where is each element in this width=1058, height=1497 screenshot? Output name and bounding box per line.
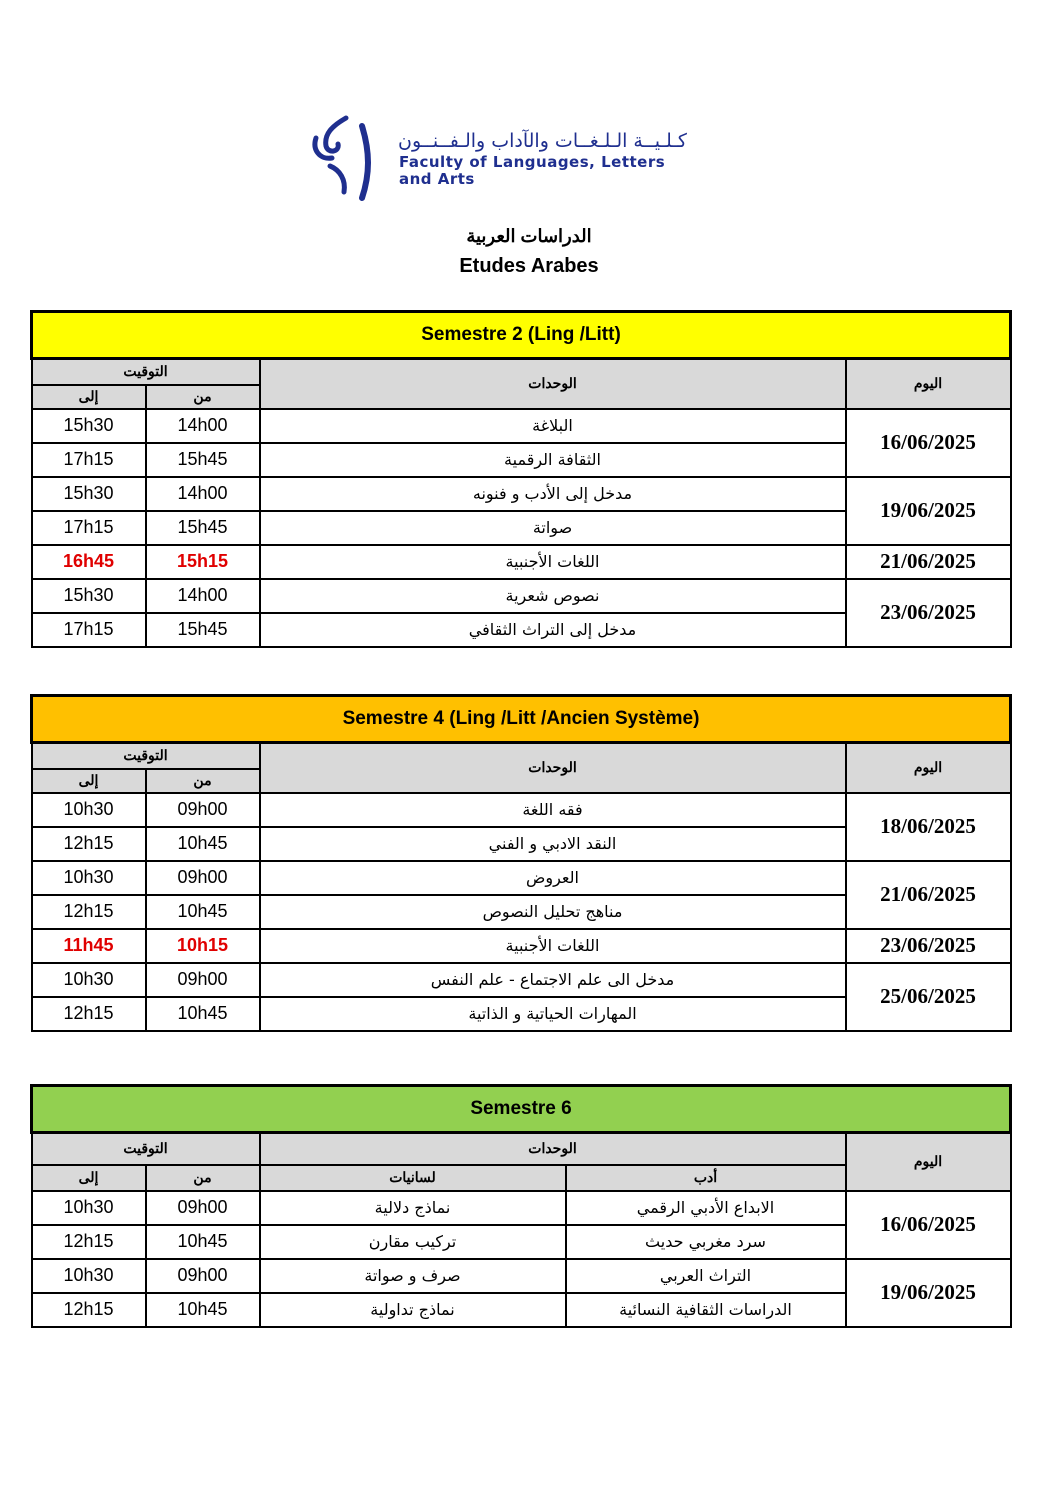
units-header: الوحدات xyxy=(260,359,846,409)
semester-4-table xyxy=(30,694,1012,1032)
literature-unit: التراث العربي xyxy=(566,1259,846,1293)
faculty-logo xyxy=(310,112,760,202)
end-time: 17h15 xyxy=(32,511,146,545)
linguistics-header: لسانيات xyxy=(260,1165,566,1191)
logo-english-name-line2: and Arts xyxy=(399,170,475,188)
to-header: إلى xyxy=(32,1165,146,1191)
faculty-logo-icon xyxy=(310,112,380,202)
end-time: 12h15 xyxy=(32,1293,146,1327)
end-time: 10h30 xyxy=(32,793,146,827)
end-time: 12h15 xyxy=(32,895,146,929)
units-header: الوحدات xyxy=(260,1133,846,1165)
page-title-arabic: الدراسات العربية xyxy=(466,226,592,246)
start-time: 09h00 xyxy=(146,793,260,827)
page-title-french: Etudes Arabes xyxy=(459,255,599,277)
course-unit: العروض xyxy=(260,861,846,895)
course-unit: الثقافة الرقمية xyxy=(260,443,846,477)
course-unit: المهارات الحياتية و الذاتية xyxy=(260,997,846,1031)
end-time: 16h45 xyxy=(32,545,146,579)
semester-2-table xyxy=(30,310,1012,648)
course-unit: مدخل الى علم الاجتماع - علم النفس xyxy=(260,963,846,997)
start-time: 09h00 xyxy=(146,1259,260,1293)
exam-date: 23/06/2025 xyxy=(846,579,1011,647)
course-unit: اللغات الأجنبية xyxy=(260,545,846,579)
semester-2-title: Semestre 2 (Ling /Litt) xyxy=(32,312,1011,359)
table-row xyxy=(32,409,1011,443)
table-row xyxy=(32,1259,1011,1293)
logo-english-name-line1: Faculty of Languages, Letters xyxy=(399,153,666,171)
end-time: 12h15 xyxy=(32,827,146,861)
literature-unit: الدراسات الثقافية النسائية xyxy=(566,1293,846,1327)
course-unit: اللغات الأجنبية xyxy=(260,929,846,963)
exam-date: 16/06/2025 xyxy=(846,409,1011,477)
exam-date: 21/06/2025 xyxy=(846,545,1011,579)
end-time: 17h15 xyxy=(32,443,146,477)
to-header: إلى xyxy=(32,385,146,409)
start-time: 10h45 xyxy=(146,997,260,1031)
day-header: اليوم xyxy=(846,359,1011,409)
course-unit: نصوص شعرية xyxy=(260,579,846,613)
linguistics-unit: تركيب مقارن xyxy=(260,1225,566,1259)
table-row xyxy=(32,793,1011,827)
start-time: 14h00 xyxy=(146,579,260,613)
course-unit: مدخل إلى الأدب و فنونه xyxy=(260,477,846,511)
table-row xyxy=(32,861,1011,895)
start-time: 14h00 xyxy=(146,409,260,443)
start-time: 15h45 xyxy=(146,443,260,477)
linguistics-unit: نماذج تداولية xyxy=(260,1293,566,1327)
start-time: 10h45 xyxy=(146,895,260,929)
from-header: من xyxy=(146,1165,260,1191)
logo-arabic-name: كـلـيــة الـلـغــات والآداب والـفــنــون xyxy=(398,130,687,152)
start-time: 15h15 xyxy=(146,545,260,579)
start-time: 10h45 xyxy=(146,827,260,861)
table-row-highlighted xyxy=(32,929,1011,963)
start-time: 09h00 xyxy=(146,861,260,895)
semester-6-table xyxy=(30,1084,1012,1328)
literature-unit: الابداع الأدبي الرقمي xyxy=(566,1191,846,1225)
start-time: 09h00 xyxy=(146,963,260,997)
course-unit: البلاغة xyxy=(260,409,846,443)
exam-date: 19/06/2025 xyxy=(846,1259,1011,1327)
start-time: 15h45 xyxy=(146,511,260,545)
linguistics-unit: صرف و صواتة xyxy=(260,1259,566,1293)
timing-header: التوقيت xyxy=(32,1133,260,1165)
end-time: 12h15 xyxy=(32,997,146,1031)
end-time: 17h15 xyxy=(32,613,146,647)
start-time: 10h45 xyxy=(146,1225,260,1259)
start-time: 15h45 xyxy=(146,613,260,647)
to-header: إلى xyxy=(32,769,146,793)
course-unit: مناهج تحليل النصوص xyxy=(260,895,846,929)
timing-header: التوقيت xyxy=(32,359,260,385)
end-time: 10h30 xyxy=(32,861,146,895)
end-time: 10h30 xyxy=(32,963,146,997)
day-header: اليوم xyxy=(846,743,1011,793)
exam-date: 21/06/2025 xyxy=(846,861,1011,929)
literature-header: أدب xyxy=(566,1165,846,1191)
end-time: 10h30 xyxy=(32,1259,146,1293)
day-header: اليوم xyxy=(846,1133,1011,1191)
start-time: 10h45 xyxy=(146,1293,260,1327)
course-unit: فقه اللغة xyxy=(260,793,846,827)
end-time: 15h30 xyxy=(32,409,146,443)
linguistics-unit: نماذج دلالية xyxy=(260,1191,566,1225)
exam-date: 19/06/2025 xyxy=(846,477,1011,545)
exam-date: 18/06/2025 xyxy=(846,793,1011,861)
end-time: 10h30 xyxy=(32,1191,146,1225)
end-time: 11h45 xyxy=(32,929,146,963)
exam-date: 23/06/2025 xyxy=(846,929,1011,963)
exam-date: 25/06/2025 xyxy=(846,963,1011,1031)
start-time: 14h00 xyxy=(146,477,260,511)
end-time: 12h15 xyxy=(32,1225,146,1259)
table-row xyxy=(32,963,1011,997)
literature-unit: سرد مغربي حديث xyxy=(566,1225,846,1259)
units-header: الوحدات xyxy=(260,743,846,793)
from-header: من xyxy=(146,769,260,793)
course-unit: مدخل إلى التراث الثقافي xyxy=(260,613,846,647)
table-row-highlighted xyxy=(32,545,1011,579)
table-row xyxy=(32,1191,1011,1225)
start-time: 09h00 xyxy=(146,1191,260,1225)
semester-4-title: Semestre 4 (Ling /Litt /Ancien Système) xyxy=(32,696,1011,743)
start-time: 10h15 xyxy=(146,929,260,963)
exam-date: 16/06/2025 xyxy=(846,1191,1011,1259)
end-time: 15h30 xyxy=(32,579,146,613)
course-unit: النقد الادبي و الفني xyxy=(260,827,846,861)
course-unit: صواتة xyxy=(260,511,846,545)
table-row xyxy=(32,477,1011,511)
timing-header: التوقيت xyxy=(32,743,260,769)
from-header: من xyxy=(146,385,260,409)
end-time: 15h30 xyxy=(32,477,146,511)
table-row xyxy=(32,579,1011,613)
semester-6-title: Semestre 6 xyxy=(32,1086,1011,1133)
